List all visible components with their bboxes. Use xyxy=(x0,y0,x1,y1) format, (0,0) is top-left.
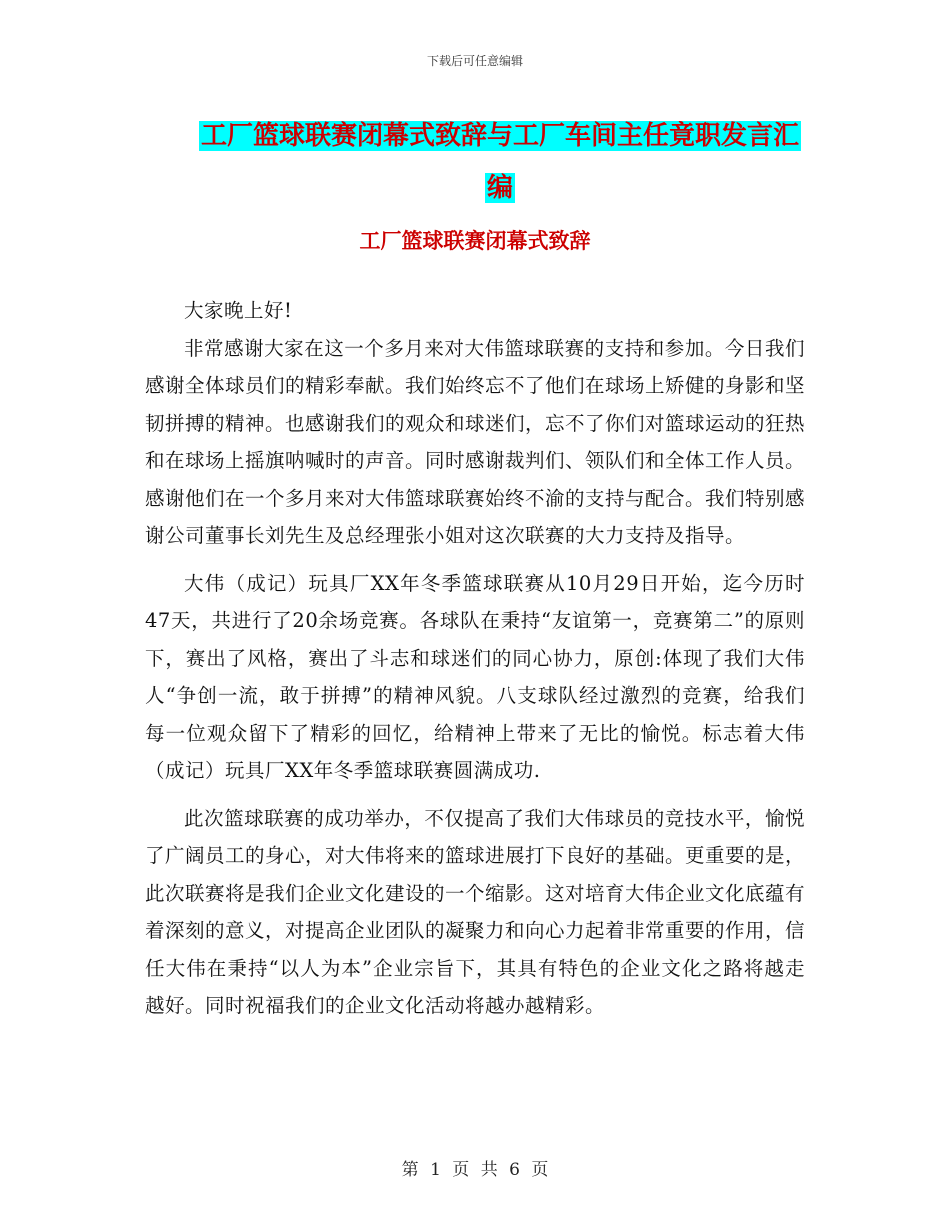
page-number-footer: 第 1 页 共 6 页 xyxy=(401,1160,549,1180)
body-paragraph: 此次篮球联赛的成功举办，不仅提高了我们大伟球员的竞技水平，愉悦了广阔员工的身心，对大伟将来的篮球进展打下良好的基础。更重要的是，此次联赛将是我们企业文化建设的一个缩影。这对培育大伟企业文化底蕴有着深刻的意义，对提高企业团队的凝聚力和向心力起着非常重要的作用，信任大伟在秉持“以人为本”企业宗旨下，其具有特色的企业文化之路将越走越好。同时祝福我们的企业文化活动将越办越精彩。 xyxy=(145,806,806,1017)
greeting-paragraph: 大家晚上好! xyxy=(184,299,293,322)
body-paragraph: 大伟（成记）玩具厂XX年冬季篮球联赛从10月29日开始，迄今历时47天，共进行了20余场竞赛。各球队在秉持“友谊第一，竞赛第二”的原则下，赛出了风格，赛出了斗志和球迷们的同心协力，原创:体现了我们大伟人“争创一流，敢于拼搏”的精神风貌。八支球队经过激烈的竞赛，给我们每一位观众留下了精彩的回忆，给精神上带来了无比的愉悦。标志着大伟（成记）玩具厂XX年冬季篮球联赛圆满成功. xyxy=(145,571,805,782)
page-header-note: 下载后可任意编辑 xyxy=(426,54,523,68)
document-title-line-1: 工厂篮球联赛闭幕式致辞与工厂车间主任竟职发言汇 xyxy=(200,121,799,151)
document-title-line-2: 编 xyxy=(486,173,513,203)
section-title: 工厂篮球联赛闭幕式致辞 xyxy=(359,228,591,253)
document-body xyxy=(145,292,805,1025)
body-paragraph: 非常感谢大家在这一个多月来对大伟篮球联赛的支持和参加。今日我们感谢全体球员们的精彩奉献。我们始终忘不了他们在球场上矫健的身影和坚韧拼搏的精神。也感谢我们的观众和球迷们，忘不了你们对篮球运动的狂热和在球场上摇旗呐喊时的声音。同时感谢裁判们、领队们和全体工作人员。感谢他们在一个多月来对大伟篮球联赛始终不渝的支持与配合。我们特别感谢公司董事长刘先生及总经理张小姐对这次联赛的大力支持及指导。 xyxy=(145,336,806,547)
document-title xyxy=(190,110,810,214)
